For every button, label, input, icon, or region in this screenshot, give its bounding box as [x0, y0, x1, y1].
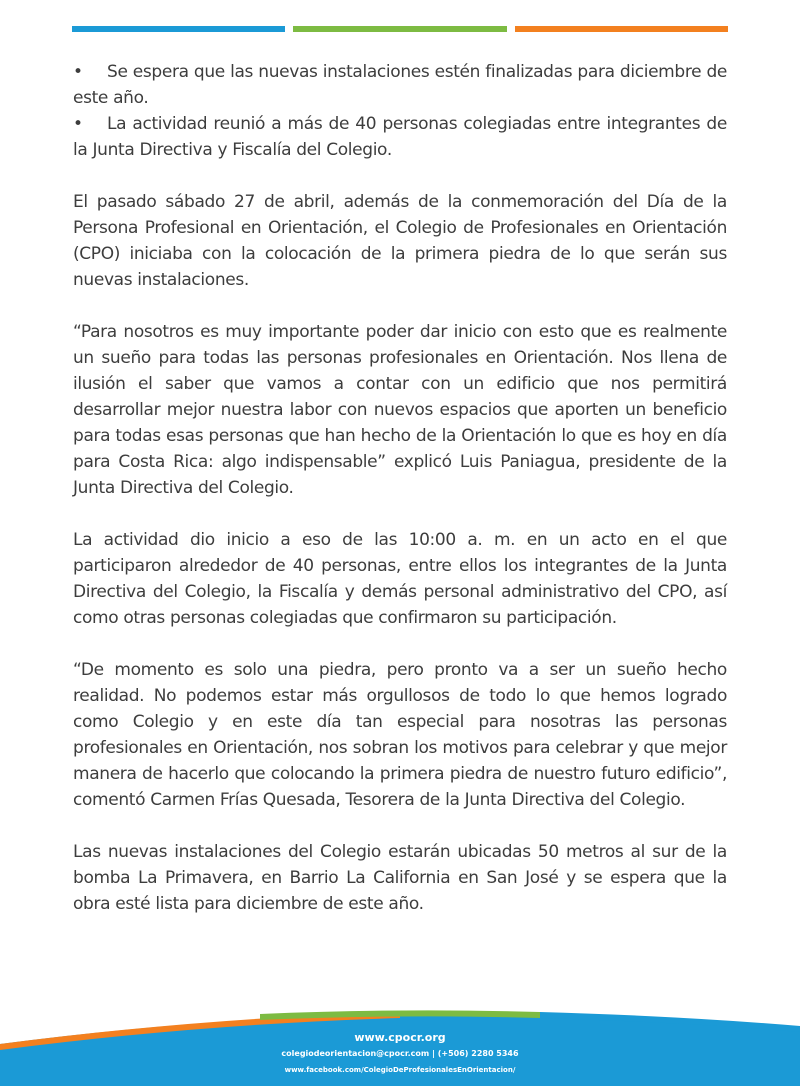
bullet-text: Se espera que las nuevas instalaciones estén finalizadas para diciembre de este año. [73, 62, 727, 108]
bullet-item [73, 111, 727, 163]
footer-contact: colegiodeorientacion@cpocr.com | (+506) 2280 5346 [281, 1049, 519, 1058]
bullet-item [73, 59, 727, 111]
paragraph: La actividad dio inicio a eso de las 10:00 a. m. en un acto en el que participaron alrededor de 40 personas, entre ellos los integrantes de la Junta Directiva del Colegio, la Fiscalía y demás personal administrativo del CPO, así como otras personas colegiadas que confirmaron su participación. [73, 530, 727, 628]
article-body [73, 59, 727, 917]
paragraph: El pasado sábado 27 de abril, además de la conmemoración del Día de la Persona Profesional en Orientación, el Colegio de Profesionales en Orientación (CPO) iniciaba con la colocación de la primera piedra de lo que serán sus nuevas instalaciones. [73, 192, 727, 290]
top-bar-green [293, 26, 507, 32]
paragraph: Las nuevas instalaciones del Colegio estarán ubicadas 50 metros al sur de la bomba La Primavera, en Barrio La California en San José y se espera que la obra esté lista para diciembre de este año. [73, 842, 727, 914]
footer-website[interactable]: www.cpocr.org [354, 1031, 446, 1044]
footer-facebook[interactable]: www.facebook.com/ColegioDeProfesionalesEnOrientacion/ [284, 1066, 516, 1074]
top-bar-blue [72, 26, 285, 32]
bullet-icon: • [73, 62, 83, 82]
paragraph: “Para nosotros es muy importante poder dar inicio con esto que es realmente un sueño para todas las personas profesionales en Orientación. Nos llena de ilusión el saber que vamos a contar con un edificio que nos permitirá desarrollar mejor nuestra labor con nuevos espacios que aporten un beneficio para todas esas personas que han hecho de la Orientación lo que es hoy en día para Costa Rica: algo indispensable” explicó Luis Paniagua, presidente de la Junta Directiva del Colegio. [73, 322, 727, 498]
top-bar-orange [515, 26, 728, 32]
paragraph: “De momento es solo una piedra, pero pronto va a ser un sueño hecho realidad. No podemos estar más orgullosos de todo lo que hemos logrado como Colegio y en este día tan especial para nosotras las personas profesionales en Orientación, nos sobran los motivos para celebrar y que mejor manera de hacerlo que colocando la primera piedra de nuestro futuro edificio”, comentó Carmen Frías Quesada, Tesorera de la Junta Directiva del Colegio. [73, 660, 727, 810]
top-color-bars [72, 26, 728, 32]
bullet-text: La actividad reunió a más de 40 personas colegiadas entre integrantes de la Junta Directiva y Fiscalía del Colegio. [73, 114, 727, 160]
bullet-icon: • [73, 114, 83, 134]
footer-banner [0, 1004, 800, 1086]
